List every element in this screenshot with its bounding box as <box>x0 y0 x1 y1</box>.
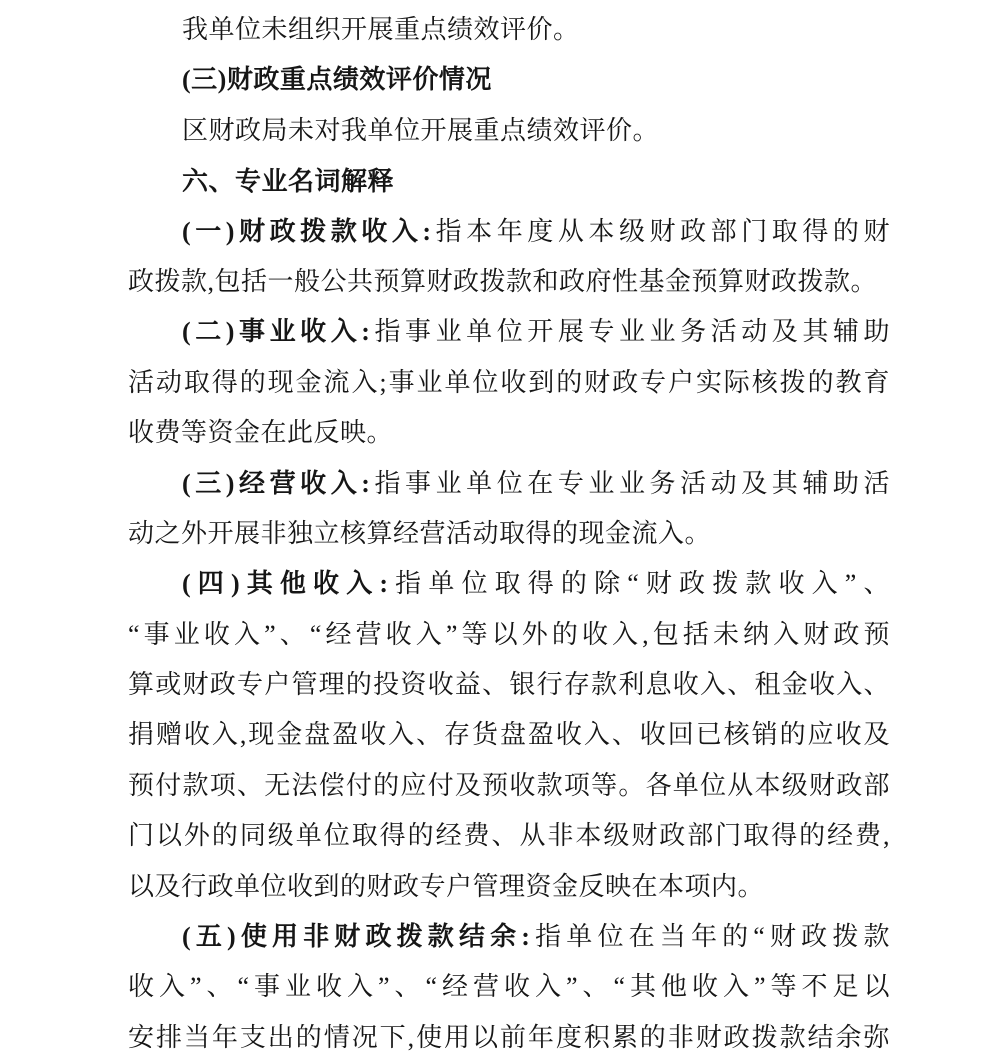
text-line <box>128 862 890 912</box>
emphasis-segment: (五)使用非财政拨款结余: <box>182 922 531 952</box>
text-line <box>128 55 890 105</box>
emphasis-segment: (三)经营收入: <box>182 468 371 498</box>
text-segment: 算或财政专户管理的投资收益、银行存款利息收入、租金收入、 <box>128 670 890 700</box>
heading-section-6 <box>128 156 890 206</box>
paragraph-term-4-other-income <box>128 559 890 912</box>
text-line <box>128 660 890 710</box>
text-segment: 指事业单位在专业业务活动及其辅助活 <box>370 468 890 498</box>
text-line <box>128 710 890 760</box>
paragraph-finance-bureau-note <box>128 106 890 156</box>
text-segment: 指单位取得的除“财政拨款收入”、 <box>388 569 890 599</box>
paragraph-term-2-operating-income <box>128 307 890 458</box>
text-segment: 我单位未组织开展重点绩效评价。 <box>182 15 580 44</box>
text-segment: 动之外开展非独立核算经营活动取得的现金流入。 <box>128 518 712 548</box>
text-line <box>128 962 890 1012</box>
text-line <box>128 811 890 861</box>
text-line <box>128 509 890 559</box>
emphasis-segment: 六、专业名词解释 <box>182 166 395 197</box>
text-segment: 捐赠收入,现金盘盈收入、存货盘盈收入、收回已核销的应收及 <box>128 720 890 750</box>
text-segment: “事业收入”、“经营收入”等以外的收入,包括未纳入财政预 <box>128 619 890 649</box>
heading-subsection-3 <box>128 55 890 105</box>
text-line <box>128 559 890 609</box>
text-line <box>128 459 890 509</box>
text-segment: 安排当年支出的情况下,使用以前年度积累的非财政拨款结余弥 <box>128 1022 890 1052</box>
text-line <box>128 307 890 357</box>
emphasis-segment: (一)财政拨款收入: <box>182 216 432 246</box>
text-line <box>128 1013 890 1059</box>
text-segment: 指事业单位开展专业业务活动及其辅助 <box>370 317 890 347</box>
text-segment: 收费等资金在此反映。 <box>128 418 394 448</box>
text-segment: 门以外的同级单位取得的经费、从非本级财政部门取得的经费, <box>128 821 890 851</box>
text-segment: 以及行政单位收到的财政专户管理资金反映在本项内。 <box>128 871 765 901</box>
text-line <box>128 610 890 660</box>
text-segment: 收入”、“事业收入”、“经营收入”、“其他收入”等不足以 <box>128 972 890 1002</box>
text-segment: 政拨款,包括一般公共预算财政拨款和政府性基金预算财政拨款。 <box>128 266 878 296</box>
text-segment: 预付款项、无法偿付的应付及预收款项等。各单位从本级财政部 <box>128 770 890 800</box>
text-line <box>128 408 890 458</box>
text-line <box>128 207 890 257</box>
emphasis-segment: (二)事业收入: <box>182 317 371 347</box>
emphasis-segment: (四)其他收入: <box>182 569 389 599</box>
paragraph-term-5-non-fiscal-balance <box>128 912 890 1059</box>
text-segment: 区财政局未对我单位开展重点绩效评价。 <box>182 115 660 145</box>
text-line <box>128 761 890 811</box>
paragraph-term-1-fiscal-appropriation-income <box>128 207 890 308</box>
text-line <box>128 257 890 307</box>
paragraph-self-evaluation-note <box>128 5 890 55</box>
text-line <box>128 106 890 156</box>
paragraph-term-3-business-income <box>128 459 890 560</box>
text-line <box>128 156 890 206</box>
text-segment: 指单位在当年的“财政拨款 <box>530 922 890 952</box>
emphasis-segment: (三)财政重点绩效评价情况 <box>182 65 492 95</box>
text-line <box>128 912 890 962</box>
text-segment: 指本年度从本级财政部门取得的财 <box>431 216 890 246</box>
text-line <box>128 358 890 408</box>
text-segment: 活动取得的现金流入;事业单位收到的财政专户实际核拨的教育 <box>128 367 890 397</box>
text-line <box>128 5 890 55</box>
